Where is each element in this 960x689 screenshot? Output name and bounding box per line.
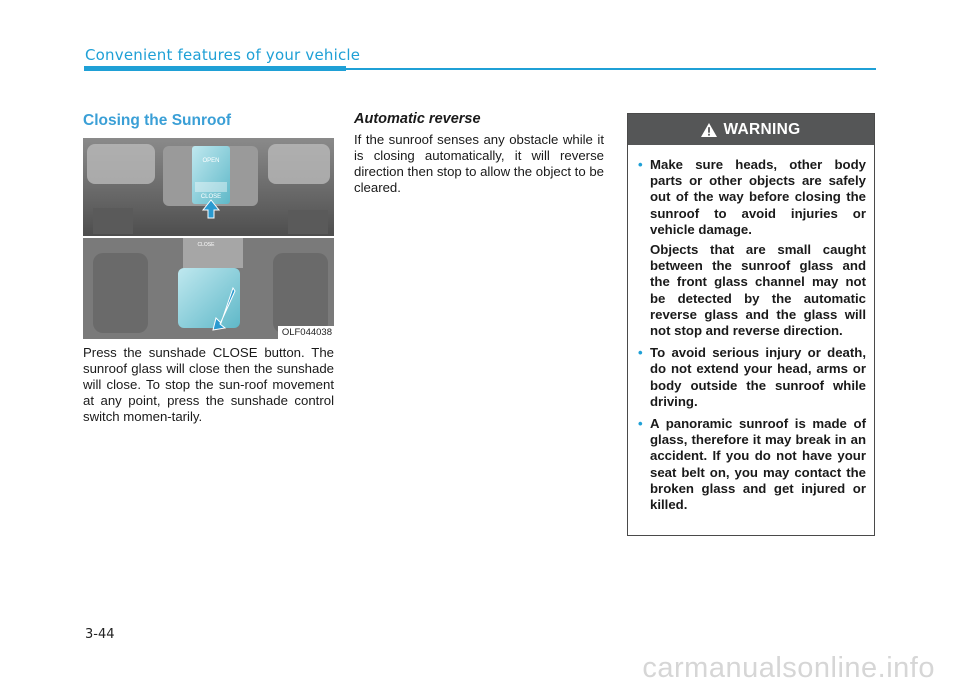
warning-box — [627, 113, 875, 536]
bullet-icon: • — [638, 416, 643, 432]
image-code: OLF044038 — [278, 326, 334, 339]
closing-instructions: Press the sunshade CLOSE button. The sunroof glass will close then the sunshade will close. To stop the sun-roof movement at any point, press the sunshade control switch momen-tarily. — [83, 345, 334, 424]
warning-title: WARNING — [723, 120, 801, 138]
bullet-icon: • — [638, 345, 643, 361]
close-label: CLOSE — [200, 194, 222, 200]
sunroof-switch-photo — [83, 138, 334, 339]
page-number: 3-44 — [85, 627, 115, 642]
warning-list — [628, 145, 874, 513]
open-label: OPEN — [202, 158, 220, 164]
warning-text: To avoid serious injury or death, do not extend your head, arms or body outside the sunroof while driving. — [650, 345, 866, 409]
warning-text: Make sure heads, other body parts or other objects are safely out of the way before closing the sunroof to avoid injuries or vehicle damage. — [650, 157, 866, 237]
sunroof-switch-illustration — [83, 138, 334, 339]
warning-item — [638, 345, 866, 410]
chapter-title-bar — [84, 66, 346, 71]
chapter-title: Convenient features of your vehicle — [85, 46, 361, 64]
bullet-icon: • — [638, 157, 643, 172]
section-title: Closing the Sunroof — [83, 112, 232, 129]
header-rule — [346, 68, 876, 70]
warning-text: A panoramic sunroof is made of glass, therefore it may break in an accident. If you do not have your seat belt on, you may contact the broken glass and get injured or killed. — [650, 416, 866, 513]
warning-text: Objects that are small caught between the sunroof glass and the front glass channel may not be detected by the automatic reverse glass and the glass will not stop and reverse direction. — [650, 242, 866, 339]
warning-header — [628, 114, 874, 145]
automatic-reverse-text: If the sunroof senses any obstacle while it is closing automatically, it will reverse direction then stop to allow the object to be cleared. — [354, 132, 604, 195]
warning-triangle-icon — [701, 123, 717, 137]
watermark: carmanualsonline.info — [642, 652, 935, 684]
close-label-bottom: CLOSE — [197, 242, 215, 248]
warning-item — [638, 157, 866, 339]
warning-item — [638, 416, 866, 513]
automatic-reverse-title: Automatic reverse — [354, 111, 481, 127]
